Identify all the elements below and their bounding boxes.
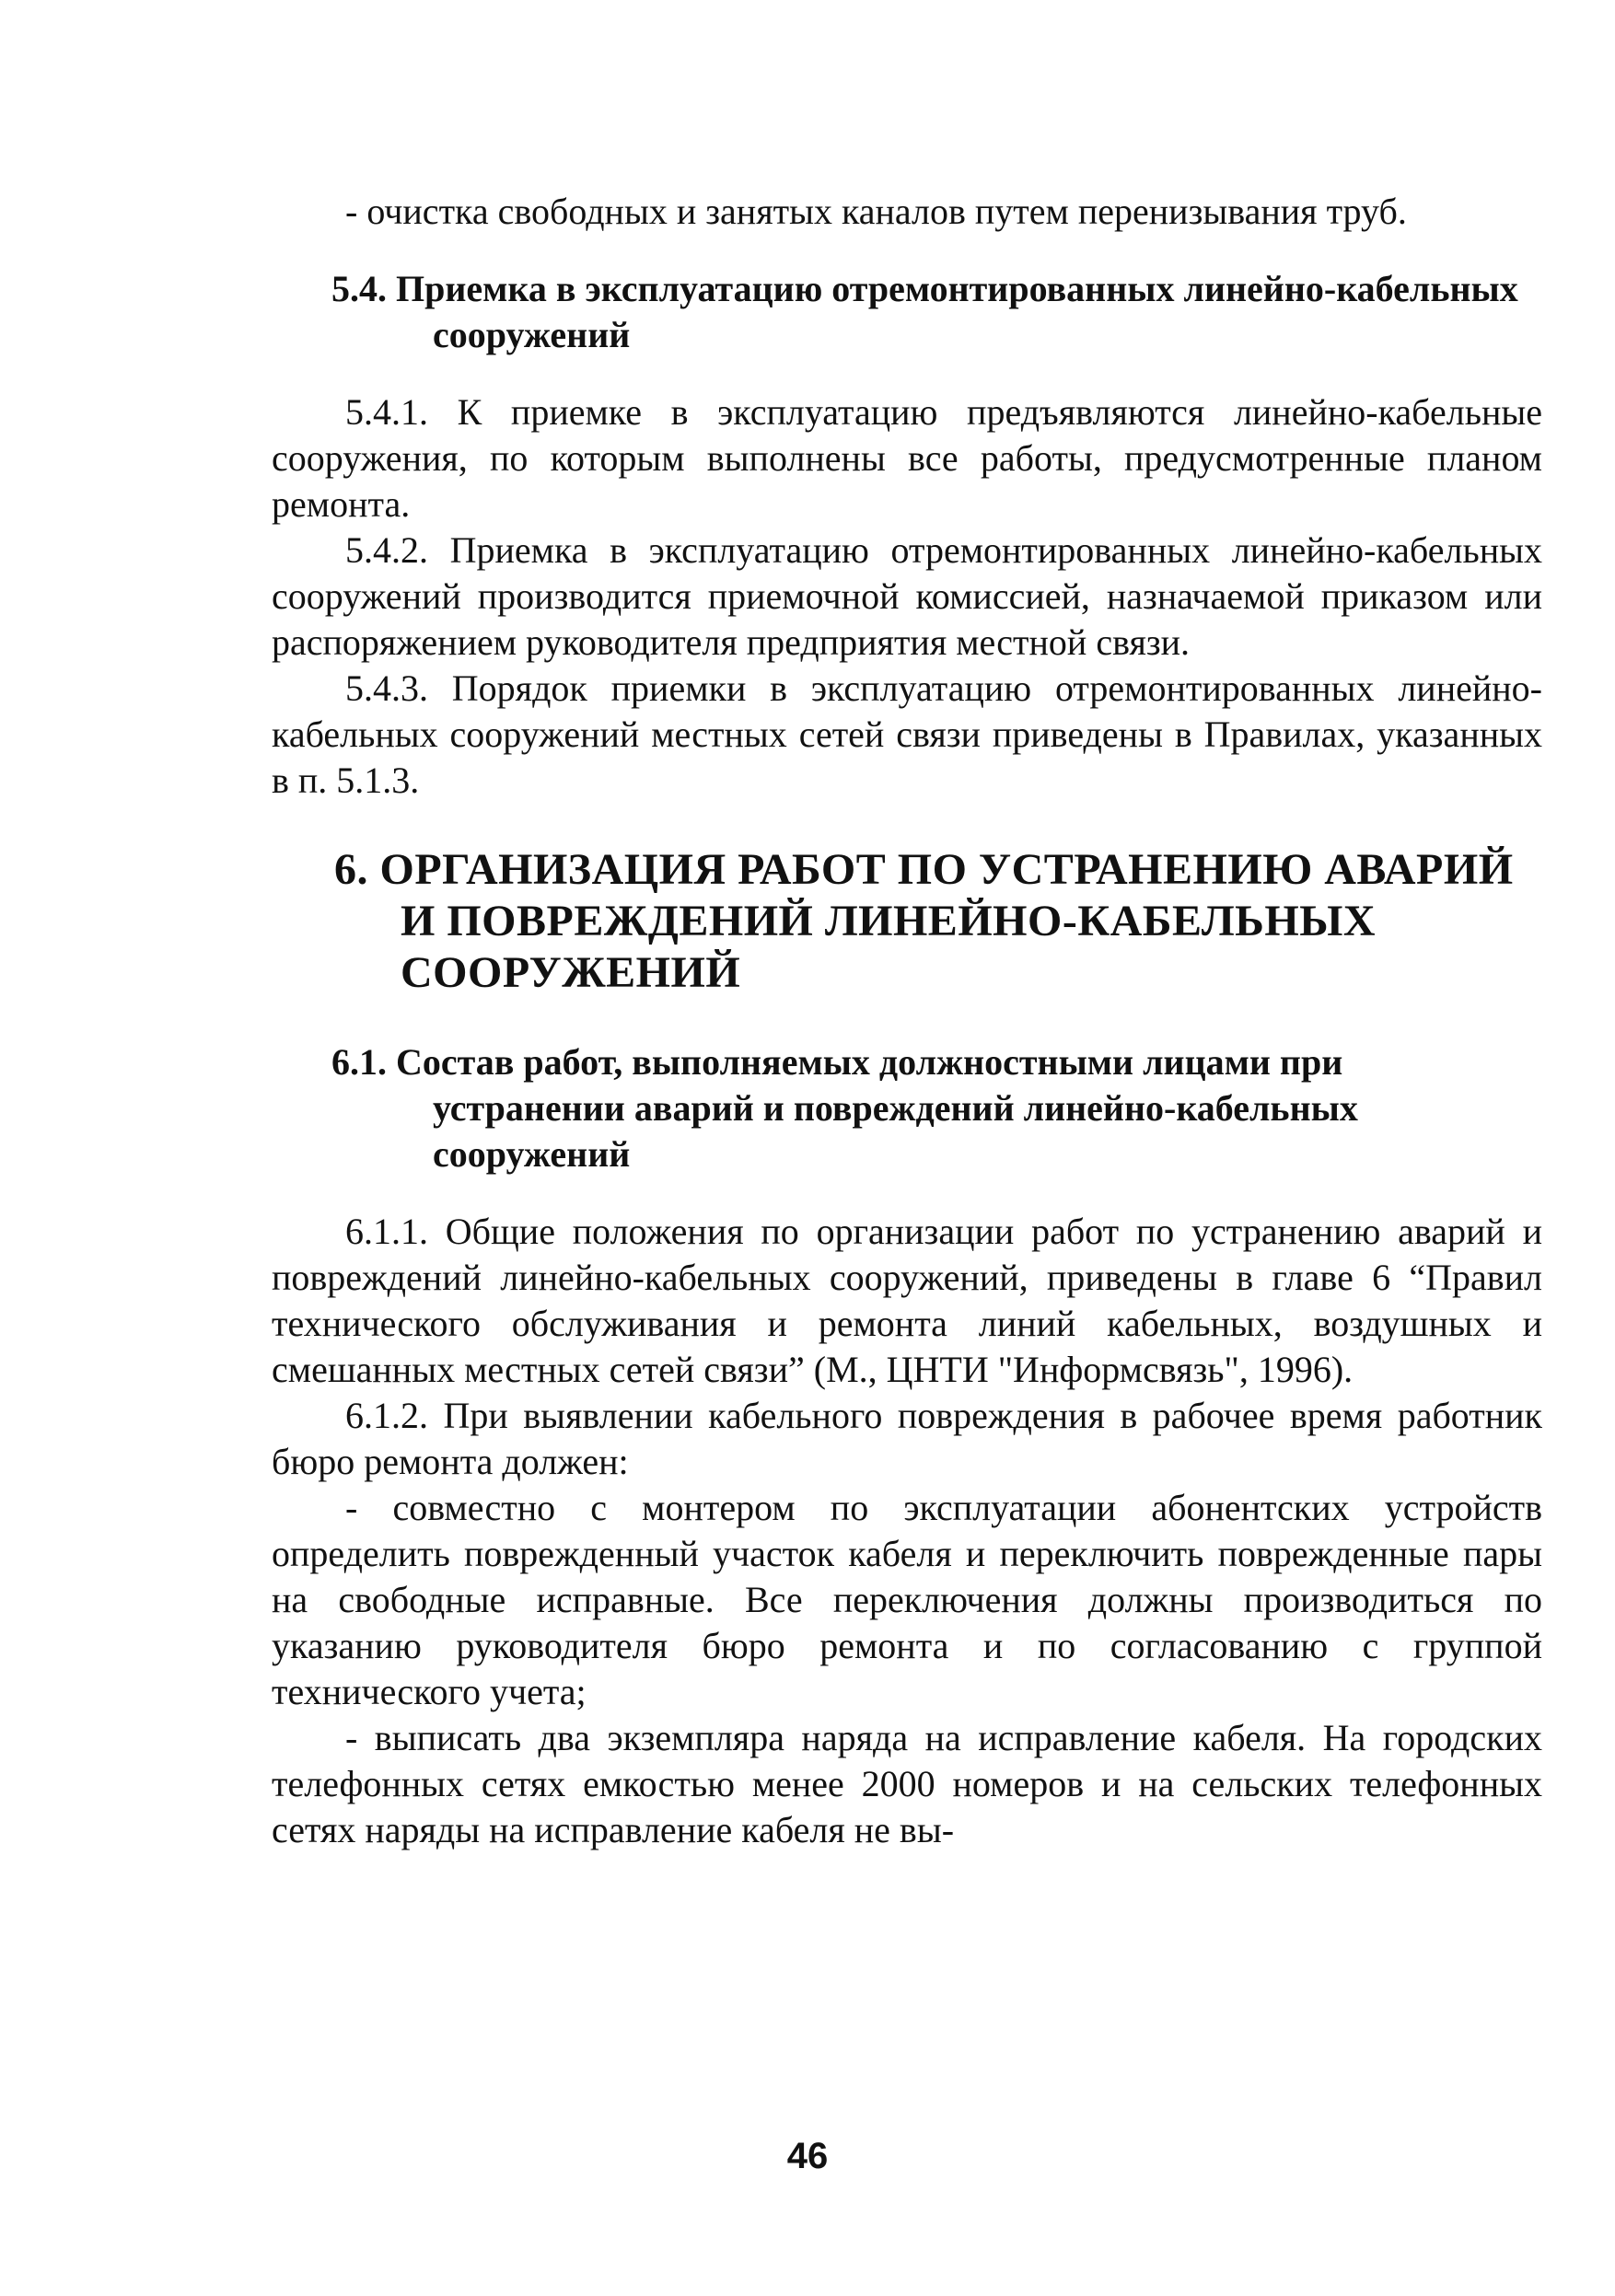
bullet-issue-orders: - выписать два экземпляра наряда на исправление кабеля. На городских телефонных сетях емкостью менее 2000 номеров и на сельских телефонных сетях наряды на исправление кабеля не вы- [272,1717,1542,1850]
paragraph-5-4-1: 5.4.1. К приемке в эксплуатацию предъявляются линейно-кабельные сооружения, по которым выполнены все работы, предусмотренные планом ремонта. [272,391,1542,525]
bullet-pipe-cleaning: - очистка свободных и занятых каналов путем перенизывания труб. [345,191,1407,232]
paragraph-6-1-2: 6.1.2. При выявлении кабельного повреждения в рабочее время работник бюро ремонта должен: [272,1395,1542,1482]
page-number: 46 [786,2136,829,2176]
section-5-4-heading: 5.4. Приемка в эксплуатацию отремонтированных линейно-кабельных сооружений [331,268,1518,355]
paragraph-5-4-3: 5.4.3. Порядок приемки в эксплуатацию отремонтированных линейно-кабельных сооружений местных сетей связи приведены в Правилах, указанных в п. 5.1.3. [272,667,1542,801]
paragraph-6-1-1: 6.1.1. Общие положения по организации работ по устранению аварий и повреждений линейно-кабельных сооружений, приведены в главе 6 “Правил технического обслуживания и ремонта линий кабельных, воздушных и смешанных местных сетей связи” (М., ЦНТИ "Информсвязь", 1996). [272,1211,1542,1390]
document-page [272,189,1542,1853]
chapter-6-heading: 6. ОРГАНИЗАЦИЯ РАБОТ ПО УСТРАНЕНИЮ АВАРИЙ И ПОВРЕЖДЕНИЙ ЛИНЕЙНО-КАБЕЛЬНЫХ СООРУЖЕНИЙ [334,845,1514,997]
paragraph-5-4-2: 5.4.2. Приемка в эксплуатацию отремонтированных линейно-кабельных сооружений производится приемочной комиссией, назначаемой приказом или распоряжением руководителя предприятия местной связи. [272,529,1542,663]
section-6-1-heading: 6.1. Состав работ, выполняемых должностными лицами при устранении аварий и повреждений линейно-кабельных сооружений [331,1041,1358,1175]
bullet-locate-damage: - совместно с монтером по эксплуатации абонентских устройств определить поврежденный участок кабеля и переключить поврежденные пары на свободные исправные. Все переключения должны производиться по указанию руководителя бюро ремонта и по согласованию с группой технического учета; [272,1487,1542,1712]
